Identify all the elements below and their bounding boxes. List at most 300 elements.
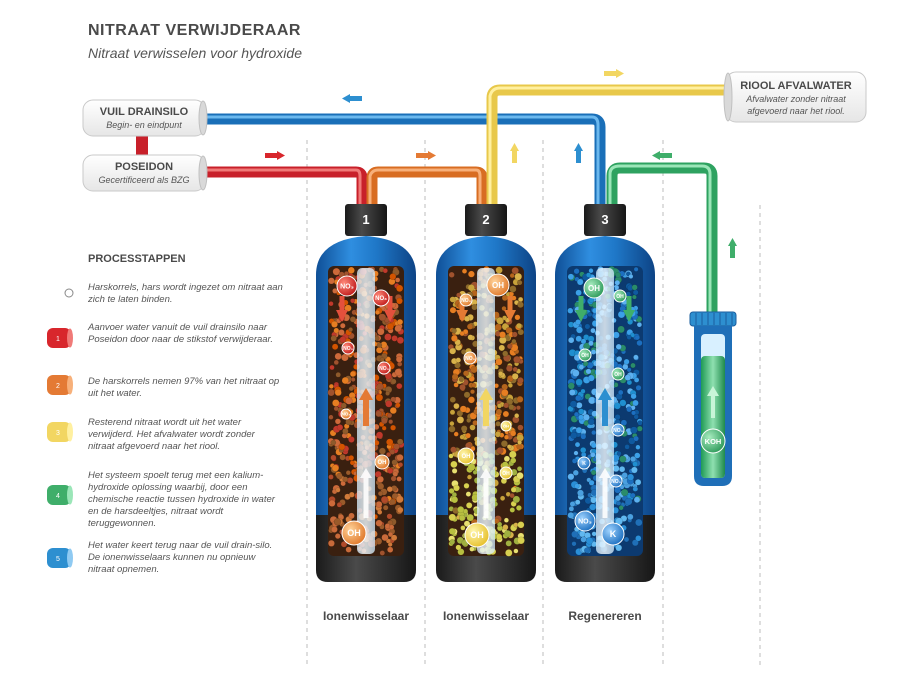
resin-bead <box>634 378 639 383</box>
resin-bead <box>382 534 389 541</box>
resin-bead <box>378 491 383 496</box>
koh-label: KOH <box>704 437 722 446</box>
resin-bead <box>452 328 457 333</box>
resin-bead <box>332 288 337 293</box>
resin-bead <box>385 391 389 395</box>
resin-bead <box>467 514 474 521</box>
resin-bead <box>332 465 339 472</box>
svg-text:1: 1 <box>56 336 60 343</box>
resin-bead <box>466 492 471 497</box>
resin-bead <box>464 483 469 488</box>
resin-bead <box>396 383 402 389</box>
resin-bead <box>392 335 398 341</box>
ion-label: OH <box>616 293 624 300</box>
resin-bead <box>451 335 457 341</box>
red-supply-pipe <box>205 172 362 208</box>
resin-bead <box>618 390 623 395</box>
resin-bead <box>450 297 456 303</box>
resin-bead <box>468 335 473 340</box>
resin-bead <box>635 519 642 526</box>
resin-bead <box>395 278 400 283</box>
resin-bead <box>449 528 455 534</box>
resin-bead <box>383 505 388 510</box>
resin-bead <box>335 353 342 360</box>
resin-bead <box>631 363 636 368</box>
resin-bead <box>510 430 516 436</box>
resin-bead <box>381 418 387 424</box>
resin-bead <box>585 324 590 329</box>
resin-bead <box>350 316 356 322</box>
resin-bead <box>335 389 342 396</box>
ion-ball <box>460 294 472 306</box>
resin-bead <box>467 324 473 330</box>
resin-bead <box>334 518 341 525</box>
resin-bead <box>350 461 355 466</box>
resin-bead <box>470 547 475 552</box>
resin-bead <box>631 467 637 473</box>
resin-bead <box>459 384 465 390</box>
resin-bead <box>392 460 398 466</box>
resin-bead <box>512 339 517 344</box>
resin-bead <box>451 496 458 503</box>
svg-text:4: 4 <box>56 493 60 500</box>
step-4-text: Het systeem spoelt terug met een kalium-hydroxide oplossing waarbij, door een chemische reactie tussen hydroxide in water en de harsdeeltjes, nitraat wordt teruggewonnen. <box>88 470 275 529</box>
resin-bead <box>330 365 335 370</box>
resin-bead <box>617 451 621 455</box>
resin-bead <box>589 480 594 485</box>
resin-bead <box>512 332 517 337</box>
resin-bead <box>450 307 456 313</box>
resin-bead <box>329 301 334 306</box>
resin-bead <box>508 383 513 388</box>
resin-bead <box>459 377 464 382</box>
resin-bead <box>500 496 505 501</box>
resin-bead <box>619 506 624 511</box>
ion-label: OH <box>347 528 361 539</box>
resin-bead <box>468 464 475 471</box>
ion-ball <box>578 457 590 469</box>
resin-bead <box>633 355 638 360</box>
svg-text:2: 2 <box>56 383 60 390</box>
resin-bead <box>335 533 340 538</box>
resin-bead <box>464 392 470 398</box>
resin-bead <box>638 421 643 426</box>
tank-2 <box>436 204 536 582</box>
resin-bead <box>591 443 596 448</box>
resin-bead <box>588 375 594 381</box>
resin-bead <box>588 341 593 346</box>
resin-bead <box>518 297 523 302</box>
ion-ball <box>612 368 624 380</box>
resin-bead <box>517 472 524 479</box>
resin-bead <box>590 452 595 457</box>
resin-bead <box>634 497 640 503</box>
resin-bead <box>619 466 625 472</box>
svg-text:3: 3 <box>56 430 60 437</box>
tank-3-label: Regenereren <box>568 609 642 623</box>
tank-3-number: 3 <box>601 212 609 227</box>
arrow-up-icon <box>728 238 737 258</box>
resin-bead <box>460 435 465 440</box>
resin-bead <box>635 335 640 340</box>
resin-bead <box>618 311 625 318</box>
resin-bead <box>636 385 641 390</box>
resin-bead <box>516 505 521 510</box>
resin-bead <box>460 406 467 413</box>
ion-label: NO₃ <box>611 478 621 485</box>
resin-bead <box>472 304 478 310</box>
resin-bead <box>377 510 382 515</box>
resin-bead <box>349 386 354 391</box>
resin-bead <box>396 496 403 503</box>
resin-bead <box>503 524 509 530</box>
ion-ball <box>373 290 389 306</box>
arrow-up-icon <box>510 143 519 163</box>
resin-bead <box>574 412 579 417</box>
ion-ball <box>602 523 624 545</box>
resin-bead <box>349 513 355 519</box>
resin-bead <box>636 445 641 450</box>
resin-bead <box>626 292 631 297</box>
resin-bead <box>331 455 337 461</box>
ion-label: OH <box>614 371 622 378</box>
resin-bead <box>329 475 334 480</box>
resin-bead <box>632 285 638 291</box>
resin-bead <box>346 470 351 475</box>
resin-bead <box>451 461 458 468</box>
resin-bead <box>454 432 459 437</box>
ion-ball <box>610 475 622 487</box>
resin-bead <box>584 548 590 554</box>
resin-bead <box>621 489 628 496</box>
tank-1-label: Ionenwisselaar <box>322 609 410 623</box>
resin-bead <box>377 476 383 482</box>
resin-bead <box>457 506 464 513</box>
ion-ball <box>465 523 489 547</box>
ion-label: OH <box>461 454 471 461</box>
step-resin-text: Harskorrels, hars wordt ingezet om nitraat aan zich te laten binden. <box>88 282 283 305</box>
resin-bead <box>633 400 639 406</box>
resin-bead <box>449 426 456 433</box>
resin-bead <box>449 454 454 459</box>
resin-bead <box>583 361 588 366</box>
resin-bead <box>579 365 584 370</box>
resin-bead <box>461 526 466 531</box>
resin-bead-icon <box>65 289 73 297</box>
resin-bead <box>348 267 355 274</box>
resin-bead <box>635 479 641 485</box>
resin-bead <box>389 525 394 530</box>
resin-bead <box>616 356 622 362</box>
arrow-left-icon <box>342 94 362 103</box>
resin-bead <box>625 444 630 449</box>
resin-bead <box>496 267 503 274</box>
ion-ball <box>501 421 511 431</box>
resin-bead <box>456 545 461 550</box>
resin-bead <box>614 403 621 410</box>
resin-bead <box>502 351 508 357</box>
resin-bead <box>343 477 348 482</box>
resin-bead <box>387 486 393 492</box>
resin-bead <box>336 473 342 479</box>
resin-bead <box>328 389 335 396</box>
step-icons <box>0 0 90 690</box>
resin-bead <box>335 419 341 425</box>
resin-bead <box>396 403 401 408</box>
ion-label: OH <box>503 423 509 429</box>
resin-bead <box>503 411 509 417</box>
ion-label: NO₃ <box>375 296 387 303</box>
resin-bead <box>574 484 579 489</box>
koh-tank <box>690 312 736 486</box>
resin-bead <box>331 321 337 327</box>
resin-bead <box>507 445 511 449</box>
ion-ball <box>500 467 512 479</box>
resin-bead <box>497 404 502 409</box>
resin-bead <box>507 344 512 349</box>
process-title: PROCESSTAPPEN <box>88 253 186 265</box>
ion-label: NO₃ <box>343 345 353 352</box>
resin-bead <box>452 374 458 380</box>
step-5-icon <box>47 548 73 568</box>
resin-bead <box>384 334 391 341</box>
resin-bead <box>391 476 396 481</box>
ion-ball <box>584 278 604 298</box>
resin-bead <box>328 278 334 284</box>
resin-bead <box>342 428 348 434</box>
resin-bead <box>574 268 580 274</box>
resin-bead <box>575 500 580 505</box>
resin-bead <box>334 406 339 411</box>
resin-bead <box>395 369 402 376</box>
resin-bead <box>633 290 638 295</box>
resin-bead <box>377 328 384 335</box>
poseidon-subtitle: Gecertificeerd als BZG <box>98 175 190 185</box>
resin-bead <box>468 397 475 404</box>
resin-bead <box>450 539 455 544</box>
resin-bead <box>615 495 621 501</box>
riool-box <box>724 72 866 122</box>
resin-bead <box>464 316 470 322</box>
resin-bead <box>586 369 591 374</box>
svg-text:5: 5 <box>56 556 60 563</box>
resin-bead <box>622 472 628 478</box>
drainsilo-subtitle: Begin- en eindpunt <box>106 120 182 130</box>
ion-ball <box>579 349 591 361</box>
resin-bead <box>568 337 574 343</box>
resin-bead <box>568 512 574 518</box>
resin-bead <box>509 404 515 410</box>
resin-bead <box>517 280 522 285</box>
resin-bead <box>570 501 575 506</box>
resin-bead <box>592 532 597 537</box>
resin-bead <box>383 268 388 273</box>
resin-bead <box>328 540 334 546</box>
riool-subtitle-line2: afgevoerd naar het riool. <box>747 106 845 116</box>
resin-bead <box>396 298 402 304</box>
resin-bead <box>615 280 620 285</box>
ion-label: K <box>609 529 617 540</box>
resin-bead <box>568 308 574 314</box>
resin-bead <box>470 390 474 394</box>
resin-bead <box>616 545 622 551</box>
resin-bead <box>387 547 393 553</box>
resin-bead <box>631 393 637 399</box>
resin-bead <box>380 357 385 362</box>
resin-bead <box>634 436 639 441</box>
riool-title: RIOOL AFVALWATER <box>740 80 852 92</box>
resin-bead <box>632 295 636 299</box>
resin-bead <box>517 396 523 402</box>
arrow-up-icon <box>574 143 583 163</box>
resin-bead <box>589 268 594 273</box>
resin-bead <box>569 506 574 511</box>
resin-bead <box>394 444 400 450</box>
resin-bead <box>349 455 354 460</box>
resin-bead <box>517 302 523 308</box>
arrow-left-icon <box>652 151 672 160</box>
resin-bead <box>336 488 341 493</box>
resin-bead <box>627 474 634 481</box>
resin-bead <box>517 537 524 544</box>
step-4-icon <box>47 485 73 505</box>
resin-bead <box>586 537 593 544</box>
resin-bead <box>518 522 525 529</box>
resin-bead <box>331 440 336 445</box>
resin-bead <box>466 433 471 438</box>
resin-bead <box>459 515 465 521</box>
ion-label: OH <box>588 283 600 293</box>
resin-bead <box>337 502 342 507</box>
page-title: NITRAAT VERWIJDERAAR <box>88 22 301 39</box>
resin-bead <box>576 290 582 296</box>
resin-bead <box>501 389 508 396</box>
step-3-text: Resterend nitraat wordt uit het water verwijderd. Het afvalwater wordt zonder nitraat afgevoerd naar het riool. <box>88 417 255 452</box>
resin-bead <box>510 508 515 513</box>
ion-ball <box>342 521 366 545</box>
resin-bead <box>511 487 516 492</box>
resin-bead <box>506 540 512 546</box>
resin-bead <box>502 295 508 301</box>
ion-label: NO₃ <box>341 411 351 417</box>
resin-bead <box>619 456 626 463</box>
resin-bead <box>387 323 394 330</box>
resin-bead <box>635 535 641 541</box>
tank-1 <box>316 204 416 582</box>
drainsilo-box <box>83 100 207 136</box>
ion-label: NO₃ <box>465 355 475 362</box>
resin-bead <box>577 279 583 285</box>
resin-bead <box>454 403 460 409</box>
resin-bead <box>396 285 403 292</box>
resin-bead <box>387 413 392 418</box>
resin-bead <box>468 271 474 277</box>
resin-bead <box>348 436 354 442</box>
resin-bead <box>518 425 524 431</box>
resin-bead <box>329 384 334 389</box>
resin-bead <box>499 345 505 351</box>
arrow-right-icon <box>604 69 624 78</box>
resin-bead <box>498 371 503 376</box>
resin-bead <box>463 371 469 377</box>
resin-bead <box>350 371 356 377</box>
resin-bead <box>634 453 640 459</box>
resin-bead <box>515 315 520 320</box>
resin-bead <box>637 426 642 431</box>
resin-bead <box>576 427 582 433</box>
resin-bead <box>616 501 621 506</box>
step-2-icon <box>47 375 73 395</box>
resin-bead <box>348 327 352 331</box>
resin-bead <box>461 426 467 432</box>
resin-bead <box>462 269 467 274</box>
resin-bead <box>510 286 517 293</box>
resin-bead <box>510 273 515 278</box>
resin-bead <box>467 475 472 480</box>
resin-bead <box>496 359 503 366</box>
resin-bead <box>591 328 596 333</box>
ion-label: NO₃ <box>461 297 471 304</box>
resin-bead <box>390 273 396 279</box>
riool-subtitle-line1: Afvalwater zonder nitraat <box>746 94 846 104</box>
ion-ball <box>341 409 351 419</box>
resin-bead <box>581 434 586 439</box>
resin-bead <box>501 440 508 447</box>
resin-bead <box>517 466 522 471</box>
ion-ball <box>612 424 624 436</box>
resin-bead <box>495 431 501 437</box>
step-1-text: Aanvoer water vanuit de vuil drainsilo naar Poseidon door naar de stikstof verwijderaar. <box>88 322 273 345</box>
resin-bead <box>504 435 509 440</box>
ion-ball <box>575 511 595 531</box>
resin-bead <box>626 407 631 412</box>
resin-bead <box>331 335 337 341</box>
resin-bead <box>376 501 382 507</box>
resin-bead <box>398 462 403 467</box>
blue-return-pipe <box>200 119 600 208</box>
resin-bead <box>332 344 338 350</box>
resin-bead <box>397 337 404 344</box>
resin-bead <box>591 350 596 355</box>
resin-bead <box>634 267 638 271</box>
resin-bead <box>504 403 509 408</box>
resin-bead <box>376 520 383 527</box>
resin-bead <box>591 430 596 435</box>
resin-bead <box>512 373 518 379</box>
resin-bead <box>516 323 521 328</box>
resin-bead <box>624 359 629 364</box>
ion-label: OH <box>502 470 510 477</box>
ion-label: NO₃ <box>340 283 354 291</box>
resin-bead <box>329 500 336 507</box>
resin-bead <box>390 425 395 430</box>
resin-bead <box>572 542 577 547</box>
resin-bead <box>618 326 625 333</box>
resin-bead <box>504 518 509 523</box>
resin-bead <box>568 274 574 280</box>
resin-bead <box>624 537 629 542</box>
resin-bead <box>397 454 404 461</box>
resin-bead <box>457 416 464 423</box>
resin-bead <box>631 427 638 434</box>
resin-bead <box>630 493 635 498</box>
arrow-right-icon <box>265 151 285 160</box>
resin-bead <box>331 526 337 532</box>
resin-bead <box>581 537 587 543</box>
resin-bead <box>338 329 344 335</box>
ion-ball <box>487 274 509 296</box>
resin-bead <box>623 364 629 370</box>
